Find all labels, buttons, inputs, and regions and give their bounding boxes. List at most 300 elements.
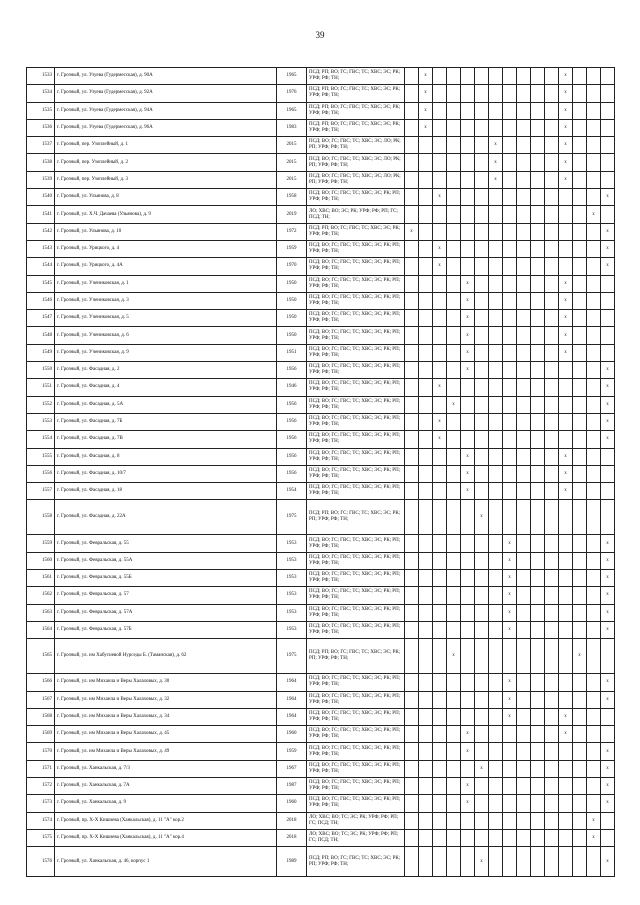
table-row [27, 760, 615, 777]
mark-cell [489, 448, 503, 465]
year-cell: 1975 [277, 639, 307, 674]
mark-cell [419, 362, 433, 379]
mark-cell [475, 604, 489, 621]
address-cell: г. Грозный, ул. Узуева (Гудермесская), д. 96А [55, 119, 277, 136]
mark-cell [405, 154, 419, 171]
mark-cell [489, 795, 503, 812]
mark-cell [405, 413, 419, 430]
table-row [27, 829, 615, 846]
row-number: 1550 [27, 362, 55, 379]
mark-cell [545, 327, 559, 344]
mark-cell [531, 85, 545, 102]
address-cell: г. Грозный, пер. Узоплейный, д. 1 [55, 137, 277, 154]
mark-cell [587, 258, 601, 275]
mark-cell: х [559, 85, 573, 102]
mark-cell [475, 777, 489, 794]
mark-cell [587, 275, 601, 292]
mark-cell [489, 552, 503, 569]
mark-cell [447, 674, 461, 691]
row-number: 1545 [27, 275, 55, 292]
mark-cell: х [461, 448, 475, 465]
table-row [27, 413, 615, 430]
mark-cell [475, 171, 489, 188]
mark-cell [489, 726, 503, 743]
mark-cell [447, 483, 461, 500]
row-number: 1574 [27, 812, 55, 829]
year-cell: 1950 [277, 275, 307, 292]
mark-cell [545, 240, 559, 257]
mark-cell [489, 691, 503, 708]
mark-cell [531, 674, 545, 691]
mark-cell [447, 154, 461, 171]
mark-cell [573, 154, 587, 171]
mark-cell: х [461, 795, 475, 812]
mark-cell: х [601, 674, 615, 691]
mark-cell [587, 743, 601, 760]
mark-cell [573, 396, 587, 413]
mark-cell [489, 292, 503, 309]
mark-cell [475, 396, 489, 413]
mark-cell [545, 760, 559, 777]
mark-cell [419, 743, 433, 760]
mark-cell [517, 379, 531, 396]
mark-cell [531, 483, 545, 500]
mark-cell [475, 258, 489, 275]
year-cell: 1975 [277, 500, 307, 535]
mark-cell [475, 223, 489, 240]
mark-cell: х [559, 726, 573, 743]
mark-cell [419, 344, 433, 361]
mark-cell [559, 189, 573, 206]
mark-cell [419, 379, 433, 396]
mark-cell [531, 795, 545, 812]
mark-cell: х [559, 465, 573, 482]
mark-cell [545, 743, 559, 760]
mark-cell [545, 119, 559, 136]
mark-cell [475, 137, 489, 154]
address-cell: г. Грозный, ул. им Михаила и Веры Халаховых, д. 49 [55, 743, 277, 760]
mark-cell [405, 639, 419, 674]
mark-cell [517, 674, 531, 691]
mark-cell [517, 275, 531, 292]
mark-cell [405, 310, 419, 327]
mark-cell [419, 847, 433, 877]
works-list-cell: ПСД; ВО; ГС; ГВС; ТС; ХВС; ЭС; РК; РП; УРФ; РФ; ТН; [307, 465, 405, 482]
mark-cell [531, 500, 545, 535]
mark-cell [433, 154, 447, 171]
mark-cell [503, 137, 517, 154]
mark-cell [573, 760, 587, 777]
row-number: 1536 [27, 119, 55, 136]
mark-cell [587, 154, 601, 171]
mark-cell [587, 465, 601, 482]
mark-cell [559, 847, 573, 877]
mark-cell [405, 206, 419, 223]
mark-cell [587, 621, 601, 638]
row-number: 1563 [27, 604, 55, 621]
mark-cell [559, 206, 573, 223]
mark-cell [419, 189, 433, 206]
row-number: 1546 [27, 292, 55, 309]
mark-cell [475, 119, 489, 136]
year-cell: 1967 [277, 760, 307, 777]
mark-cell: х [503, 587, 517, 604]
mark-cell [517, 465, 531, 482]
mark-cell [461, 396, 475, 413]
row-number: 1560 [27, 552, 55, 569]
row-number: 1541 [27, 206, 55, 223]
mark-cell [461, 154, 475, 171]
mark-cell [489, 102, 503, 119]
mark-cell [447, 189, 461, 206]
mark-cell [475, 743, 489, 760]
address-cell: г. Грозный, ул. Учениковская, д. 9 [55, 344, 277, 361]
mark-cell [559, 812, 573, 829]
mark-cell [559, 379, 573, 396]
mark-cell [447, 327, 461, 344]
mark-cell [461, 223, 475, 240]
table-row [27, 206, 615, 223]
mark-cell [461, 708, 475, 725]
mark-cell [517, 829, 531, 846]
mark-cell [587, 68, 601, 85]
mark-cell: х [405, 223, 419, 240]
table-row [27, 552, 615, 569]
mark-cell [503, 275, 517, 292]
mark-cell [489, 743, 503, 760]
mark-cell [503, 171, 517, 188]
mark-cell [405, 292, 419, 309]
mark-cell [433, 812, 447, 829]
year-cell: 1953 [277, 621, 307, 638]
mark-cell [419, 621, 433, 638]
mark-cell [573, 674, 587, 691]
table-row [27, 777, 615, 794]
mark-cell [531, 154, 545, 171]
mark-cell [545, 777, 559, 794]
table-row [27, 483, 615, 500]
row-number: 1534 [27, 85, 55, 102]
mark-cell [433, 535, 447, 552]
row-number: 1573 [27, 795, 55, 812]
year-cell: 1965 [277, 102, 307, 119]
mark-cell [475, 189, 489, 206]
year-cell: 1946 [277, 379, 307, 396]
mark-cell [419, 483, 433, 500]
mark-cell [447, 379, 461, 396]
mark-cell [405, 500, 419, 535]
mark-cell [587, 102, 601, 119]
mark-cell [573, 795, 587, 812]
mark-cell [559, 413, 573, 430]
mark-cell [419, 240, 433, 257]
row-number: 1566 [27, 674, 55, 691]
works-list-cell: ПСД; ВО; ГС; ГВС; ТС; ХВС; ЭС; РК; РП; УРФ; РФ; ТН; [307, 413, 405, 430]
mark-cell [489, 85, 503, 102]
mark-cell [405, 344, 419, 361]
address-cell: г. Грозный, ул. Учениковская, д. 3 [55, 292, 277, 309]
mark-cell: х [433, 431, 447, 448]
table-row [27, 500, 615, 535]
mark-cell [433, 448, 447, 465]
mark-cell [419, 431, 433, 448]
mark-cell [531, 587, 545, 604]
mark-cell [559, 535, 573, 552]
mark-cell [461, 674, 475, 691]
mark-cell [559, 570, 573, 587]
mark-cell [531, 396, 545, 413]
mark-cell [573, 500, 587, 535]
mark-cell [433, 362, 447, 379]
works-list-cell: ПСД; ВО; ГС; ГВС; ТС; ХВС; ЭС; РК; РП; УРФ; РФ; ТН; [307, 240, 405, 257]
row-number: 1543 [27, 240, 55, 257]
mark-cell [517, 206, 531, 223]
mark-cell [433, 847, 447, 877]
table-row [27, 68, 615, 85]
mark-cell: х [601, 847, 615, 877]
mark-cell [447, 292, 461, 309]
mark-cell: х [461, 743, 475, 760]
mark-cell [433, 119, 447, 136]
mark-cell [503, 726, 517, 743]
address-cell: г. Грозный, ул. Фасадная, д. 2 [55, 362, 277, 379]
mark-cell [517, 396, 531, 413]
mark-cell [405, 258, 419, 275]
mark-cell [419, 760, 433, 777]
mark-cell [433, 223, 447, 240]
mark-cell [405, 743, 419, 760]
row-number: 1537 [27, 137, 55, 154]
mark-cell [587, 500, 601, 535]
mark-cell [601, 206, 615, 223]
mark-cell [475, 310, 489, 327]
mark-cell [447, 68, 461, 85]
works-list-cell: ПСД; РП; ВО; ГС; ГВС; ТС; ХВС; ЭС; РК; УРФ; РФ; ТН; [307, 68, 405, 85]
mark-cell [475, 829, 489, 846]
mark-cell [517, 587, 531, 604]
mark-cell [559, 431, 573, 448]
mark-cell [503, 379, 517, 396]
works-list-cell: ПСД; ВО; ГС; ГВС; ТС; ХВС; ЭС; РК; РП; УРФ; РФ; ТН; [307, 760, 405, 777]
works-list-cell: ПСД; ВО; ГС; ГВС; ТС; ХВС; ЭС; ЛО; РК; РП; УРФ; РФ; ТН; [307, 137, 405, 154]
mark-cell: х [559, 102, 573, 119]
address-cell: г. Грозный, ул. Февральская, д. 57Б [55, 621, 277, 638]
mark-cell [447, 587, 461, 604]
mark-cell: х [461, 310, 475, 327]
mark-cell [461, 206, 475, 223]
year-cell: 1953 [277, 570, 307, 587]
mark-cell [433, 743, 447, 760]
mark-cell [419, 726, 433, 743]
mark-cell [587, 604, 601, 621]
mark-cell [433, 292, 447, 309]
mark-cell [545, 362, 559, 379]
mark-cell [545, 206, 559, 223]
mark-cell [559, 362, 573, 379]
mark-cell [447, 171, 461, 188]
mark-cell: х [433, 240, 447, 257]
mark-cell [587, 570, 601, 587]
address-cell: г. Грозный, ул. Ульянова, д. 10 [55, 223, 277, 240]
mark-cell [517, 448, 531, 465]
mark-cell [475, 535, 489, 552]
mark-cell [461, 829, 475, 846]
mark-cell [587, 847, 601, 877]
row-number: 1535 [27, 102, 55, 119]
mark-cell [573, 829, 587, 846]
mark-cell [587, 431, 601, 448]
mark-cell [447, 119, 461, 136]
year-cell: 1959 [277, 240, 307, 257]
address-cell: г. Грозный, ул. Ульянова, д. 8 [55, 189, 277, 206]
mark-cell [447, 448, 461, 465]
table-row [27, 570, 615, 587]
mark-cell [475, 795, 489, 812]
row-number: 1557 [27, 483, 55, 500]
mark-cell [461, 171, 475, 188]
works-list-cell: ПСД; ВО; ГС; ГВС; ТС; ХВС; ЭС; ЛО; РК; РП; УРФ; РФ; ТН; [307, 154, 405, 171]
mark-cell [433, 85, 447, 102]
mark-cell [419, 206, 433, 223]
mark-cell [405, 379, 419, 396]
mark-cell [601, 726, 615, 743]
address-cell: г. Грозный, пер. Узоплейный, д. 2 [55, 154, 277, 171]
mark-cell [587, 760, 601, 777]
mark-cell [573, 240, 587, 257]
mark-cell [517, 102, 531, 119]
mark-cell [545, 68, 559, 85]
address-cell: г. Грозный, ул. им Михаила и Веры Халаховых, д. 45 [55, 726, 277, 743]
mark-cell [531, 726, 545, 743]
mark-cell [503, 223, 517, 240]
mark-cell [545, 483, 559, 500]
mark-cell [587, 448, 601, 465]
works-list-cell: ПСД; ВО; ГС; ГВС; ТС; ХВС; ЭС; РК; РП; УРФ; РФ; ТН; [307, 396, 405, 413]
mark-cell [559, 760, 573, 777]
mark-cell [517, 812, 531, 829]
works-list-cell: ПСД; ВО; ГС; ГВС; ТС; ХВС; ЭС; РК; РП; УРФ; РФ; ТН; [307, 431, 405, 448]
year-cell: 1950 [277, 292, 307, 309]
mark-cell: х [419, 85, 433, 102]
mark-cell: х [601, 795, 615, 812]
table-row [27, 639, 615, 674]
mark-cell [433, 465, 447, 482]
mark-cell [601, 344, 615, 361]
address-cell: г. Грозный, ул. им Михаила и Веры Халаховых, д. 30 [55, 674, 277, 691]
mark-cell [419, 535, 433, 552]
mark-cell [489, 674, 503, 691]
mark-cell [517, 604, 531, 621]
mark-cell [559, 777, 573, 794]
mark-cell: х [559, 275, 573, 292]
mark-cell [559, 223, 573, 240]
mark-cell [573, 171, 587, 188]
mark-cell [461, 570, 475, 587]
mark-cell [503, 68, 517, 85]
mark-cell [475, 691, 489, 708]
mark-cell [517, 743, 531, 760]
mark-cell [531, 189, 545, 206]
mark-cell [587, 396, 601, 413]
table-row [27, 448, 615, 465]
mark-cell [489, 812, 503, 829]
year-cell: 1956 [277, 362, 307, 379]
mark-cell [517, 500, 531, 535]
table-row [27, 379, 615, 396]
mark-cell [475, 639, 489, 674]
mark-cell [461, 587, 475, 604]
mark-cell [545, 639, 559, 674]
works-list-cell: ЛО; ХВС; ВО; ТС; ЭС; РК; УРФ; РФ; РП; ГС; ПСД; ТН; [307, 829, 405, 846]
mark-cell [587, 708, 601, 725]
mark-cell [573, 587, 587, 604]
mark-cell [489, 500, 503, 535]
page-number: 39 [315, 30, 325, 40]
mark-cell [503, 413, 517, 430]
mark-cell [545, 691, 559, 708]
mark-cell [503, 812, 517, 829]
mark-cell [531, 119, 545, 136]
mark-cell [587, 85, 601, 102]
mark-cell [489, 413, 503, 430]
mark-cell [559, 500, 573, 535]
works-list-cell: ПСД; ВО; ГС; ГВС; ТС; ХВС; ЭС; РК; РП; УРФ; РФ; ТН; [307, 379, 405, 396]
mark-cell [419, 795, 433, 812]
mark-cell: х [461, 777, 475, 794]
mark-cell [405, 137, 419, 154]
mark-cell [517, 240, 531, 257]
works-list-cell: ПСД; ВО; ГС; ГВС; ТС; ХВС; ЭС; РК; РП; УРФ; РФ; ТН; [307, 310, 405, 327]
mark-cell [405, 362, 419, 379]
mark-cell [503, 396, 517, 413]
mark-cell: х [601, 552, 615, 569]
mark-cell [545, 812, 559, 829]
mark-cell [433, 137, 447, 154]
mark-cell [517, 85, 531, 102]
mark-cell [573, 535, 587, 552]
mark-cell [587, 137, 601, 154]
mark-cell: х [559, 344, 573, 361]
address-cell: г. Грозный, пр. Х-Х Кишиева (Ханкальская), д. 11 "А" кор.2 [55, 812, 277, 829]
mark-cell [433, 552, 447, 569]
mark-cell [475, 570, 489, 587]
mark-cell: х [475, 500, 489, 535]
mark-cell [531, 552, 545, 569]
mark-cell [405, 847, 419, 877]
mark-cell [489, 189, 503, 206]
address-cell: г. Грозный, ул. Ханкальская, д. 7/3 [55, 760, 277, 777]
mark-cell [517, 119, 531, 136]
mark-cell [531, 102, 545, 119]
mark-cell [489, 431, 503, 448]
mark-cell [447, 206, 461, 223]
address-cell: г. Грозный, ул. Учениковская, д. 1 [55, 275, 277, 292]
mark-cell [405, 171, 419, 188]
table-row [27, 310, 615, 327]
mark-cell [419, 258, 433, 275]
mark-cell [531, 137, 545, 154]
mark-cell [419, 829, 433, 846]
mark-cell [461, 119, 475, 136]
mark-cell [447, 726, 461, 743]
mark-cell: х [419, 68, 433, 85]
mark-cell [587, 726, 601, 743]
mark-cell [419, 171, 433, 188]
works-list-cell: ПСД; ВО; ГС; ГВС; ТС; ХВС; ЭС; РК; РП; УРФ; РФ; ТН; [307, 189, 405, 206]
mark-cell [503, 292, 517, 309]
mark-cell [531, 570, 545, 587]
mark-cell [573, 708, 587, 725]
